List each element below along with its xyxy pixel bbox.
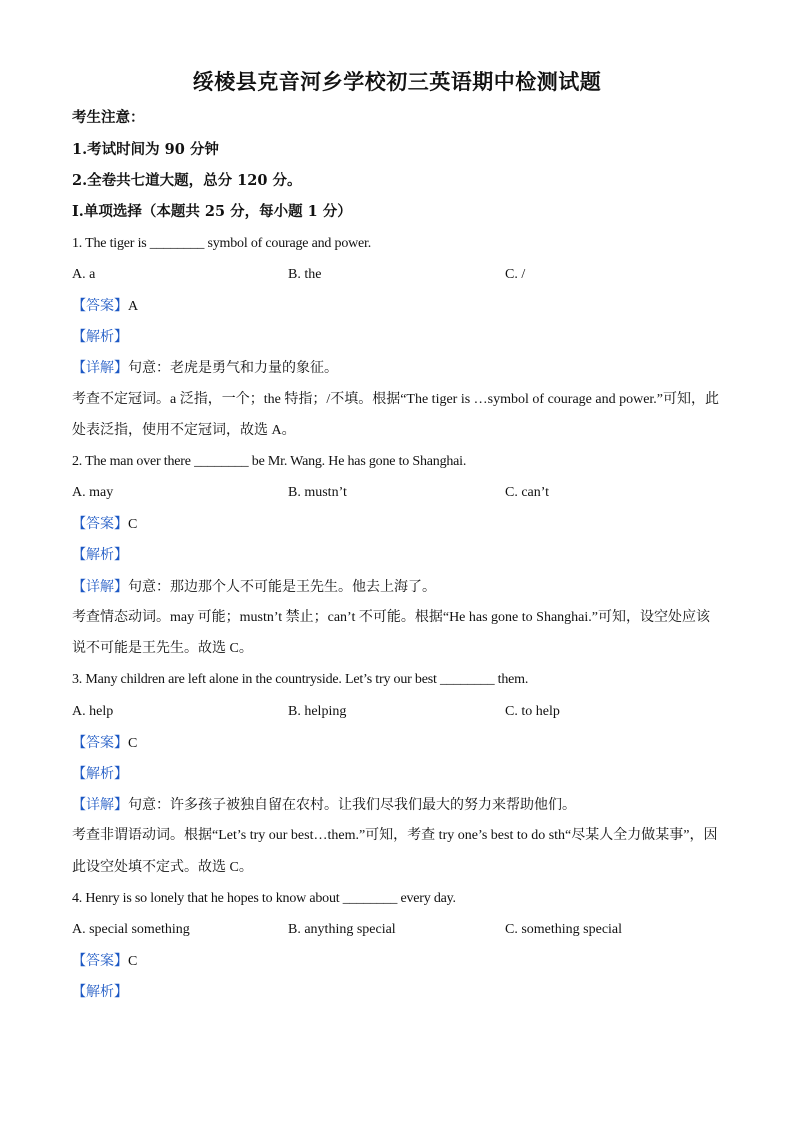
question-1-answer [72, 297, 138, 316]
question-1-analysis [72, 328, 128, 346]
answer-value: C [128, 517, 138, 532]
question-1-option-b: B. the [288, 267, 322, 282]
question-3-option-b: B. helping [288, 704, 347, 719]
question-2-explain-line-1: 考查情态动词。may 可能；mustn’t 禁止；can’t 不可能。根据“He has gone to Shanghai.”可知，设空处应该 [72, 610, 710, 625]
question-2-option-b: B. mustn’t [288, 485, 347, 500]
question-2-stem: 2. The man over there ________ be Mr. Wang. He has gone to Shanghai. [72, 454, 467, 469]
answer-label: 【答案】 [72, 298, 128, 314]
question-4-answer [72, 952, 137, 971]
question-1-stem: 1. The tiger is ________ symbol of courage and power. [72, 236, 372, 251]
question-2-option-a: A. may [72, 485, 114, 500]
answer-label: 【答案】 [72, 516, 128, 532]
analysis-label: 【解析】 [72, 547, 128, 563]
question-4-option-a: A. special something [72, 922, 190, 937]
question-2-option-c: C. can’t [505, 485, 550, 500]
answer-value: C [128, 736, 138, 751]
question-4-stem: 4. Henry is so lonely that he hopes to know about ________ every day. [72, 891, 456, 906]
question-2-answer [72, 515, 137, 534]
question-1-option-c: C. / [505, 267, 526, 282]
question-1-explain-line-2: 处表泛指，使用不定冠词，故选 A。 [72, 423, 296, 438]
notice-item-2: 2.全卷共七道大题，总分 120 分。 [72, 172, 302, 189]
answer-label: 【答案】 [72, 953, 128, 969]
analysis-label: 【解析】 [72, 766, 128, 782]
question-4-option-b: B. anything special [288, 922, 396, 937]
notice-item-1: 1.考试时间为 90 分钟 [72, 141, 219, 158]
detail-label: 【详解】 [72, 797, 128, 813]
analysis-label: 【解析】 [72, 984, 128, 1000]
detail-label: 【详解】 [72, 360, 128, 376]
question-1-explain-line-1: 考查不定冠词。a 泛指，一个；the 特指；/不填。根据“The tiger is …symbol of courage and power.”可知，此 [72, 392, 720, 407]
detail-text: 句意：老虎是勇气和力量的象征。 [128, 360, 338, 376]
question-3-stem: 3. Many children are left alone in the countryside. Let’s try our best ________ them. [72, 672, 529, 687]
question-2-explain-line-2: 说不可能是王先生。故选 C。 [72, 641, 253, 656]
section-heading: Ⅰ.单项选择（本题共 25 分，每小题 1 分） [72, 203, 352, 220]
detail-text: 句意：许多孩子被独自留在农村。让我们尽我们最大的努力来帮助他们。 [128, 797, 576, 813]
page-title: 绥棱县克音河乡学校初三英语期中检测试题 [192, 69, 602, 94]
detail-label: 【详解】 [72, 579, 128, 595]
question-1-option-a: A. a [72, 267, 96, 282]
question-3-option-c: C. to help [505, 704, 560, 719]
question-4-analysis [72, 983, 128, 1001]
question-3-analysis [72, 765, 128, 783]
question-3-explain-line-1: 考查非谓语动词。根据“Let’s try our best…them.”可知，考查 try one’s best to do sth“尽某人全力做某事”，因 [72, 828, 718, 843]
question-3-detail [72, 796, 576, 814]
question-3-explain-line-2: 此设空处填不定式。故选 C。 [72, 860, 253, 875]
detail-text: 句意：那边那个人不可能是王先生。他去上海了。 [128, 579, 436, 595]
notice-heading: 考生注意： [72, 109, 145, 126]
analysis-label: 【解析】 [72, 329, 128, 345]
answer-value: C [128, 954, 138, 969]
question-3-option-a: A. help [72, 704, 114, 719]
question-1-detail [72, 359, 338, 377]
question-4-option-c: C. something special [505, 922, 623, 937]
answer-label: 【答案】 [72, 735, 128, 751]
answer-value: A [128, 299, 139, 314]
question-2-analysis [72, 546, 128, 564]
question-3-answer [72, 734, 137, 753]
question-2-detail [72, 578, 436, 596]
